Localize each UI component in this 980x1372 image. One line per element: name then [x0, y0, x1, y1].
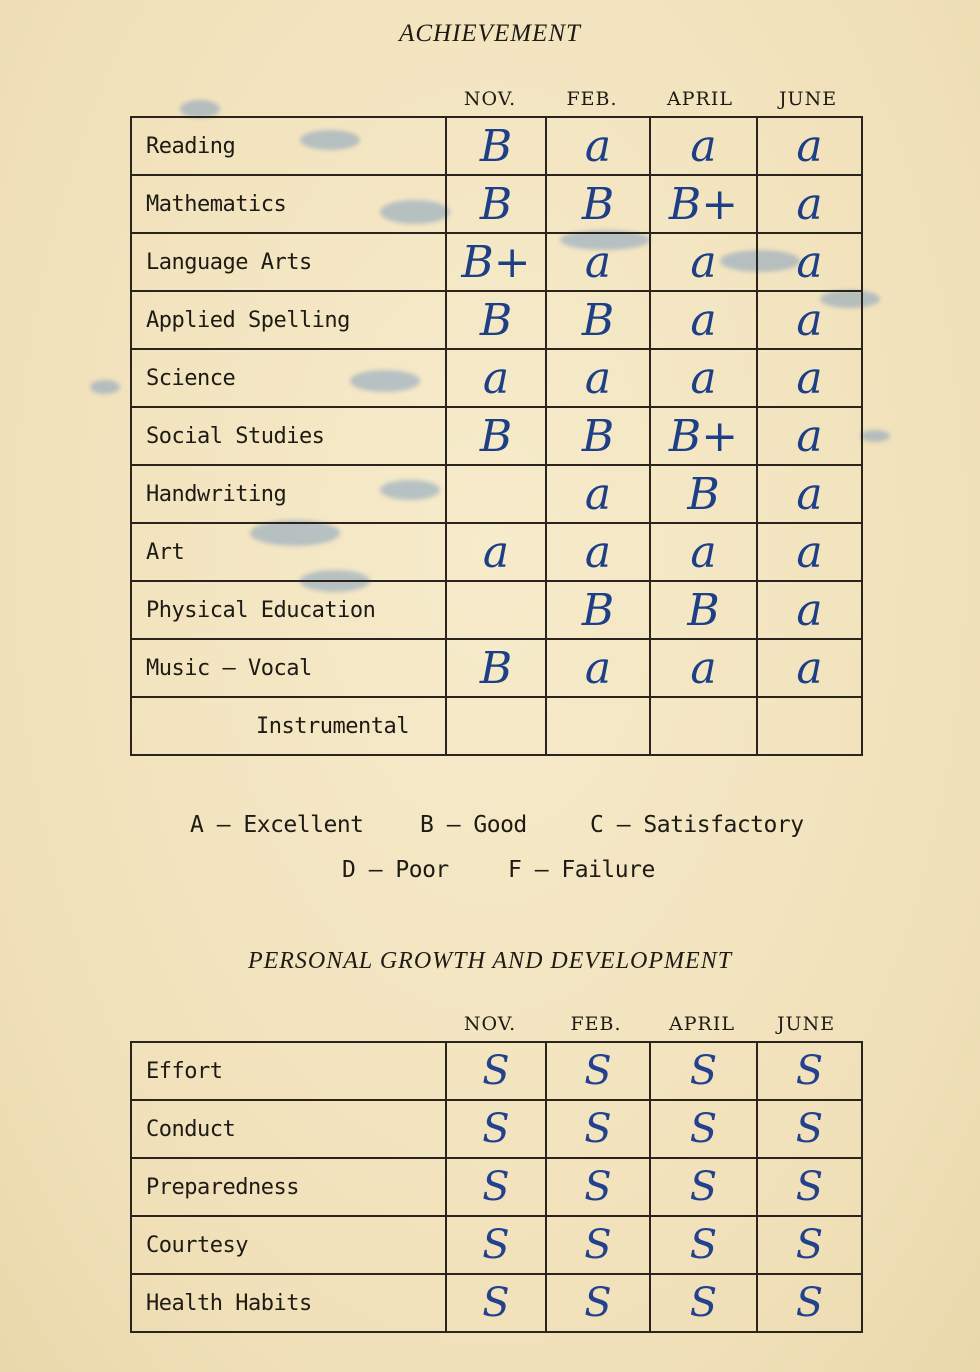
table-row: [131, 1274, 862, 1332]
trait-label: Health Habits: [131, 1274, 446, 1332]
grade-cell: B+: [446, 233, 546, 291]
legend-poor: D — Poor: [342, 857, 449, 883]
grade-cell: B: [546, 175, 650, 233]
grade-cell: a: [757, 581, 862, 639]
subject-label: Science: [131, 349, 446, 407]
trait-label: Preparedness: [131, 1158, 446, 1216]
grade-cell: B+: [650, 175, 757, 233]
table-row: [131, 1042, 862, 1100]
grade-cell: a: [757, 639, 862, 697]
table-row: [131, 407, 862, 465]
grade-cell: S: [546, 1100, 650, 1158]
grade-cell: [650, 697, 757, 755]
grade-cell: a: [650, 291, 757, 349]
grade-cell: a: [446, 523, 546, 581]
trait-label: Courtesy: [131, 1216, 446, 1274]
grade-cell: a: [546, 117, 650, 175]
grade-cell: S: [650, 1042, 757, 1100]
grade-cell: B: [650, 581, 757, 639]
table-row: [131, 1100, 862, 1158]
table-row: [131, 233, 862, 291]
grade-cell: a: [757, 465, 862, 523]
ach-col-april: APRIL: [667, 88, 733, 110]
grade-cell: S: [446, 1100, 546, 1158]
grade-cell: a: [650, 639, 757, 697]
subject-label: Physical Education: [131, 581, 446, 639]
grade-cell: S: [546, 1274, 650, 1332]
subject-label: Instrumental: [131, 697, 446, 755]
subject-label: Music — Vocal: [131, 639, 446, 697]
grade-cell: B: [546, 291, 650, 349]
grade-cell: a: [650, 523, 757, 581]
subject-label: Applied Spelling: [131, 291, 446, 349]
grade-cell: S: [546, 1216, 650, 1274]
grade-cell: [446, 465, 546, 523]
table-row: [131, 465, 862, 523]
legend-good: B — Good: [420, 812, 527, 838]
grade-cell: a: [757, 175, 862, 233]
grade-cell: B+: [650, 407, 757, 465]
subject-label: Language Arts: [131, 233, 446, 291]
grade-cell: S: [650, 1216, 757, 1274]
grade-cell: S: [446, 1042, 546, 1100]
ach-col-june: JUNE: [778, 88, 838, 110]
table-row: [131, 117, 862, 175]
grade-cell: S: [757, 1100, 862, 1158]
achievement-table: [130, 116, 863, 756]
grade-cell: B: [446, 175, 546, 233]
grade-cell: a: [546, 465, 650, 523]
grade-cell: B: [650, 465, 757, 523]
table-row: [131, 581, 862, 639]
grade-cell: S: [757, 1042, 862, 1100]
ach-col-nov: NOV.: [463, 88, 517, 110]
grade-cell: S: [757, 1216, 862, 1274]
table-row: [131, 175, 862, 233]
grade-cell: S: [650, 1274, 757, 1332]
grade-cell: [446, 581, 546, 639]
grade-cell: [446, 697, 546, 755]
achievement-title: ACHIEVEMENT: [399, 20, 581, 47]
table-row: [131, 639, 862, 697]
trait-label: Effort: [131, 1042, 446, 1100]
grade-cell: B: [446, 117, 546, 175]
table-row: [131, 523, 862, 581]
grade-cell: B: [446, 407, 546, 465]
grade-cell: a: [757, 291, 862, 349]
grade-cell: a: [446, 349, 546, 407]
personal-growth-table: [130, 1041, 863, 1333]
subject-label: Handwriting: [131, 465, 446, 523]
subject-label: Art: [131, 523, 446, 581]
grade-cell: [757, 697, 862, 755]
subject-label: Mathematics: [131, 175, 446, 233]
grade-cell: [546, 697, 650, 755]
trait-label: Conduct: [131, 1100, 446, 1158]
table-row: [131, 349, 862, 407]
grade-cell: B: [446, 291, 546, 349]
grade-cell: S: [650, 1100, 757, 1158]
grade-cell: a: [757, 349, 862, 407]
pgd-col-nov: NOV.: [463, 1013, 517, 1035]
grade-cell: S: [546, 1042, 650, 1100]
grade-cell: a: [650, 349, 757, 407]
subject-label: Reading: [131, 117, 446, 175]
grade-cell: B: [446, 639, 546, 697]
grade-cell: S: [446, 1216, 546, 1274]
grade-cell: S: [446, 1158, 546, 1216]
personal-growth-title: PERSONAL GROWTH AND DEVELOPMENT: [247, 948, 733, 974]
grade-cell: a: [546, 349, 650, 407]
table-row: [131, 1216, 862, 1274]
grade-cell: a: [757, 523, 862, 581]
pgd-col-feb: FEB.: [570, 1013, 622, 1035]
grade-cell: S: [650, 1158, 757, 1216]
table-row: [131, 291, 862, 349]
ach-col-feb: FEB.: [566, 88, 618, 110]
grade-cell: a: [650, 233, 757, 291]
grade-cell: S: [546, 1158, 650, 1216]
legend-failure: F — Failure: [508, 857, 655, 883]
pgd-col-april: APRIL: [669, 1013, 735, 1035]
pgd-col-june: JUNE: [776, 1013, 836, 1035]
grade-cell: B: [546, 407, 650, 465]
grade-cell: a: [546, 523, 650, 581]
table-row: [131, 1158, 862, 1216]
legend-excellent: A — Excellent: [190, 812, 364, 838]
table-row: [131, 697, 862, 755]
grade-cell: a: [650, 117, 757, 175]
grade-cell: S: [446, 1274, 546, 1332]
grade-cell: a: [757, 117, 862, 175]
legend-satisfactory: C — Satisfactory: [590, 812, 804, 838]
grade-cell: B: [546, 581, 650, 639]
subject-label: Social Studies: [131, 407, 446, 465]
grade-cell: a: [757, 233, 862, 291]
grade-cell: S: [757, 1274, 862, 1332]
grade-cell: a: [757, 407, 862, 465]
grade-cell: S: [757, 1158, 862, 1216]
grade-cell: a: [546, 639, 650, 697]
grade-cell: a: [546, 233, 650, 291]
